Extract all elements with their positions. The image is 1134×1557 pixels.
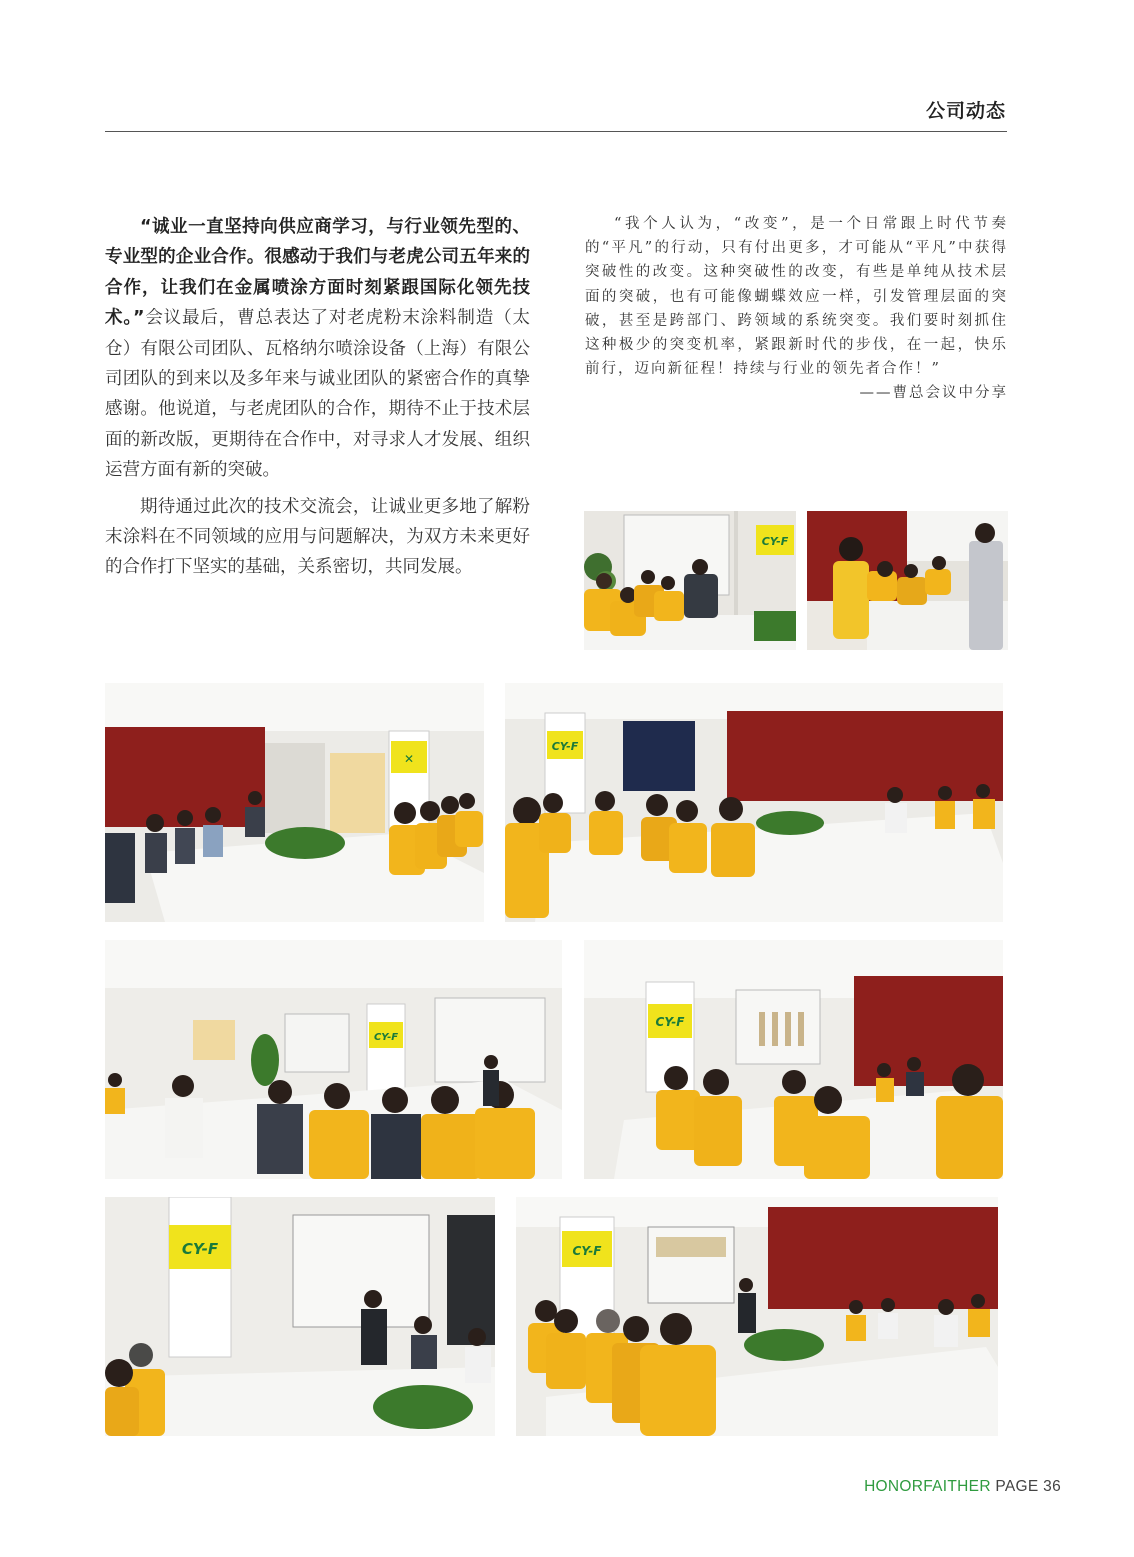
cyf-logo-6: CY-F xyxy=(655,1015,685,1029)
photo-meeting-2 xyxy=(807,511,1008,650)
photo-meeting-5 xyxy=(105,940,562,1179)
cyf-logo-1: CY-F xyxy=(761,535,789,548)
page-number: PAGE 36 xyxy=(995,1478,1061,1495)
cyf-logo-7: CY-F xyxy=(181,1240,219,1258)
article-quote-bold: “诚业一直坚持向供应商学习，与行业领先型的、专业型的企业合作。很感动于我们与老虎公司五年来的合作，让我们在金属喷涂方面时刻紧跟国际化领先技术。” xyxy=(105,217,530,329)
article-paragraph-2: 期待通过此次的技术交流会，让诚业更多地了解粉末涂料在不同领域的应用与问题解决，为双方未来更好的合作打下坚实的基础，关系密切，共同发展。 xyxy=(105,496,530,578)
footer-brand: HONORFAITHER xyxy=(864,1478,991,1495)
photo-meeting-1 xyxy=(584,511,796,650)
header-rule xyxy=(105,131,1007,132)
cyf-logo-8: CY-F xyxy=(572,1244,602,1258)
cyf-logo-4: CY-F xyxy=(551,740,579,753)
photo-meeting-7 xyxy=(105,1197,495,1436)
quote-attribution: ——曹总会议中分享 xyxy=(859,385,1008,402)
photo-meeting-8 xyxy=(516,1197,998,1436)
svg-text:✕: ✕ xyxy=(403,752,415,766)
section-title: 公司动态 xyxy=(925,100,1006,122)
ceo-quote: “我个人认为，“改变”，是一个日常跟上时代节奏的“平凡”的行动，只有付出更多，才可能从“平凡”中获得突破性的改变。这种突破性的改变，有些是单纯从技术层面的突破，也有可能像蝴蝶效应一样，引发管理层面的突破，甚至是跨部门、跨领域的系统突变。我们要时刻抓住这种极少的突变机率，紧跟新时代的步伐，在一起，快乐前行，迈向新征程！持续与行业的领先者合作！” xyxy=(585,216,1008,378)
page-footer xyxy=(864,1478,1061,1496)
photo-meeting-3 xyxy=(105,683,484,922)
photo-meeting-6 xyxy=(584,940,1003,1179)
cyf-logo-5: CY-F xyxy=(373,1032,399,1043)
article-paragraph-1 xyxy=(105,212,530,486)
quote-right-column xyxy=(585,212,1008,406)
article-paragraph-1-text: 会议最后，曹总表达了对老虎粉末涂料制造（太仓）有限公司团队、瓦格纳尔喷涂设备（上海）有限公司团队的到来以及多年来与诚业团队的紧密合作的真挚感谢。他说道，与老虎团队的合作，期待不止于技术层面的新改版，更期待在合作中，对寻求人才发展、组织运营方面有新的突破。 xyxy=(105,308,530,481)
article-left-column xyxy=(105,212,530,583)
photo-meeting-4 xyxy=(505,683,1003,922)
